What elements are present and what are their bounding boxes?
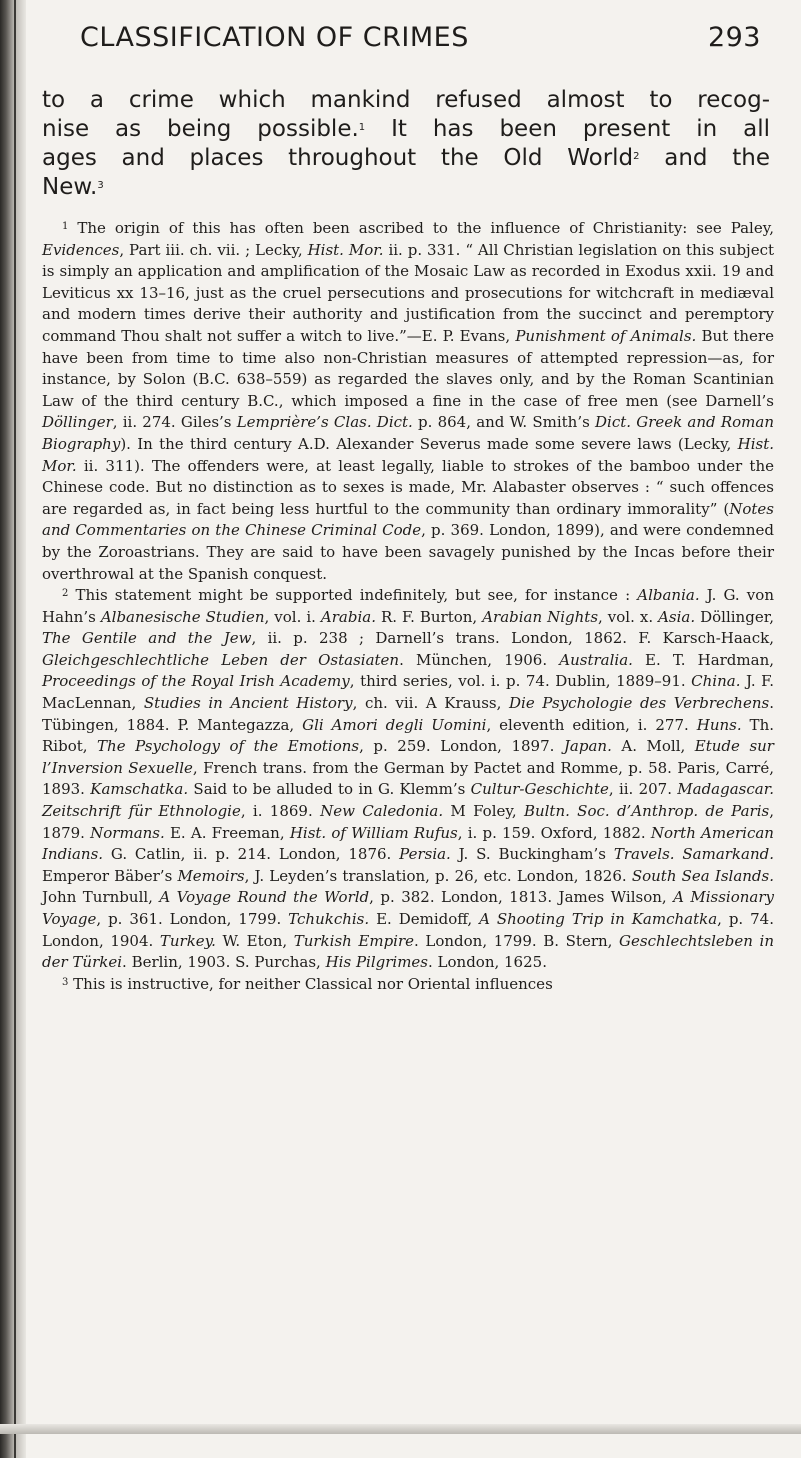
footnote-mark: 1 — [62, 221, 69, 232]
body-line-2: nise as being possible.$^1$ It has been present in all — [42, 116, 771, 142]
footnote-2: $^2$ This statement might be supported indefinitely, but see, for instance : Albania. J. G. von Hahn’s Albanesische Studien, vol. i. Arabia. R. F. Burton, Arabian Nights, vol. x. Asia. Döllinger, The Gentile and the Jew, ii. p. 238 ; Darnell’s trans. London, 1862. F. Karsch-Haack, Gleichgeschlechtliche Leben der Ostasiaten. München, 1906. Australia. E. T. Hardman, Proceedings of the Royal Irish Academy, third series, vol. i. p. 74. Dublin, 1889–91. China. J. F. MacLennan, Studies in Ancient History, ch. vii. A Krauss, Die Psychologie des Verbrechens. Tübingen, 1884. P. Mantegazza, Gli Amori degli Uomini, eleventh edition, i. 277. Huns. Th. Ribot, The Psychology of the Emotions, p. 259. London, 1897. Japan. A. Moll, Etude sur l’Inversion Sexuelle, French trans. from the German by Pactet and Romme, p. 58. Paris, Carré, 1893. Kamschatka. Said to be alluded to in G. Klemm’s Cultur-Geschichte, ii. 207. Madagascar. Zeitschrift für Ethnologie, i. 1869. New Caledonia. M Foley, Bultn. Soc. d’Anthrop. de Paris, 1879. Normans. E. A. Freeman, Hist. of William Rufus, i. p. 159. Oxford, 1882. North American Indians. G. Catlin, ii. p. 214. London, 1876. Persia. J. S. Buckingham’s Travels. Samarkand. Emperor Bäber’s Memoirs, J. Leyden’s translation, p. 26, etc. London, 1826. South Sea Islands. John Turnbull, A Voyage Round the World, p. 382. London, 1813. James Wilson, A Missionary Voyage, p. 361. London, 1799. Tchukchis. E. Demidoff, A Shooting Trip in Kamchatka, p. 74. London, 1904. Turkey. W. Eton, Turkish Empire. London, 1799. B. Stern, Geschlechtsleben in der Türkei. Berlin, 1903. S. Purchas, His Pilgrimes. London, 1625. — [42, 586, 775, 972]
footnote-ref-1: 1 — [358, 122, 366, 133]
footnote-ref-3: 3 — [97, 180, 104, 191]
body-paragraph — [42, 86, 770, 202]
body-line-3: ages and places throughout the Old World$^2$ and the — [42, 145, 770, 171]
running-header — [80, 22, 761, 66]
footnote-ref-2: 2 — [633, 151, 640, 162]
footnote-mark: 3 — [62, 976, 69, 988]
footnotes — [42, 218, 774, 995]
page-bottom-edge — [0, 1424, 801, 1434]
binding-line — [14, 0, 16, 1458]
book-binding-edge — [0, 0, 26, 1458]
body-line-4: New.$^3$ — [42, 174, 104, 200]
body-line-1: to a crime which mankind refused almost to recog- — [42, 87, 770, 113]
footnote-3: $^3$ This is instructive, for neither Classical nor Oriental influences — [62, 974, 553, 993]
footnote-1: $^1$ The origin of this has often been ascribed to the influence of Christianity: see Paley, Evidences, Part iii. ch. vii. ; Lecky, Hist. Mor. ii. p. 331. “ All Christian legislation on this subject is simply an application and amplification of the Mosaic Law as recorded in Exodus xxii. 19 and Leviticus xx 13–16, just as the cruel persecutions and prosecutions for witchcraft in mediæval and modern times derive their authority and justification from the succinct and peremptory command Thou shalt not suffer a witch to live.”—E. P. Evans, Punishment of Animals. But there have been from time to time also non-Christian measures of attempted repression—as, for instance, by Solon (B.C. 638–559) as regarded the slaves only, and by the Roman Scantinian Law of the third century B.C., which imposed a fine in the case of free men (see Darnell’s Döllinger, ii. 274. Giles’s Lemprière’s Clas. Dict. p. 864, and W. Smith’s Dict. Greek and Roman Biography). In the third century A.D. Alexander Severus made some severe laws (Lecky, Hist. Mor. ii. 311). The offenders were, at least legally, liable to strokes of the bamboo under the Chinese code. But no distinction as to sexes is made, Mr. Alabaster observes : “ such offences are regarded as, in fact being less hurtful to the community than ordinary immorality” (Notes and Commentaries on the Chinese Criminal Code, p. 369. London, 1899), and were condemned by the Zoroastrians. They are said to have been savagely punished by the Incas before their overthrowal at the Spanish conquest. — [42, 219, 775, 583]
footnote-mark: 2 — [62, 588, 69, 600]
page-number: 293 — [707, 22, 761, 53]
running-title: CLASSIFICATION OF CRIMES — [80, 22, 469, 53]
